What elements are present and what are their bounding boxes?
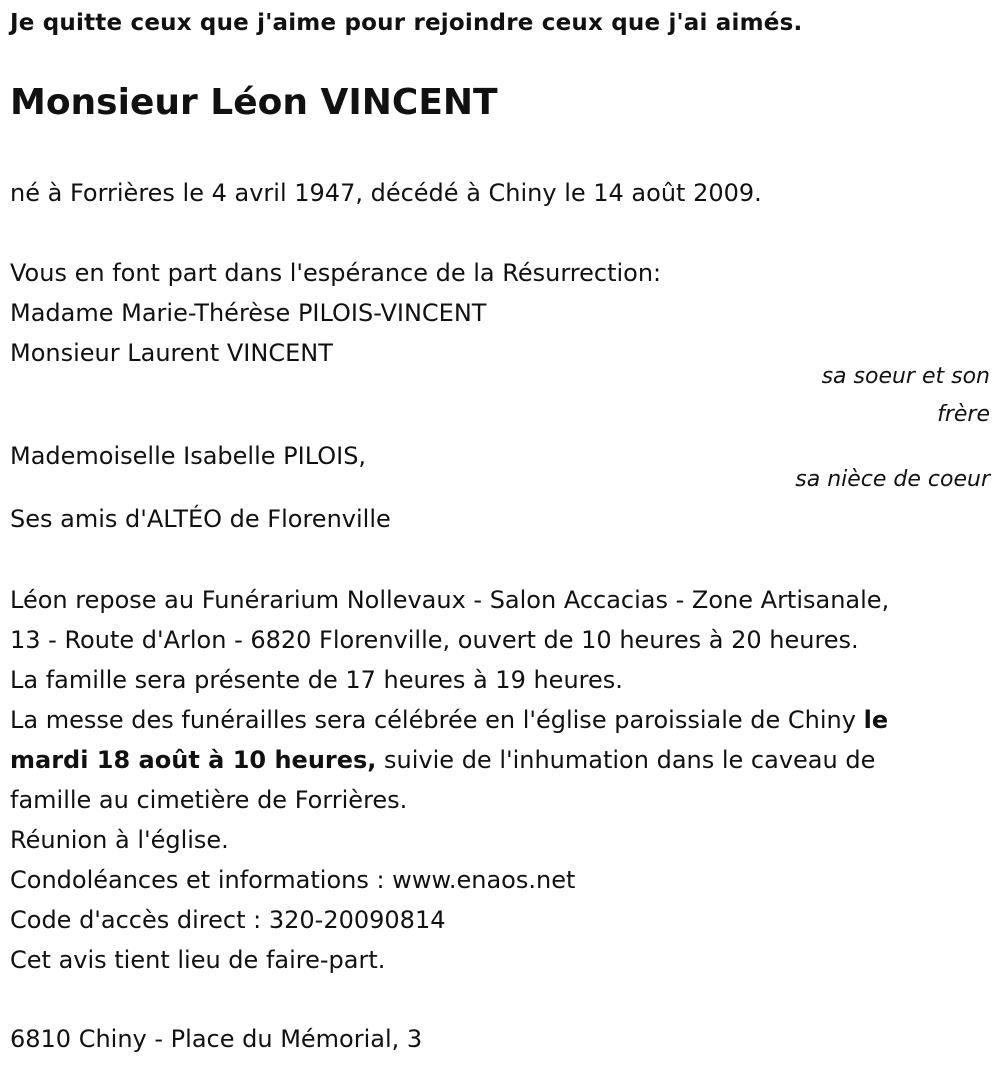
mass-text-end: suivie de l'inhumation dans le caveau de: [376, 746, 876, 774]
funeral-details: [10, 580, 990, 980]
family-member-1: Madame Marie-Thérèse PILOIS-VINCENT: [10, 299, 487, 327]
repose-line-2: 13 - Route d'Arlon - 6820 Florenville, ouvert de 10 heures à 20 heures.: [10, 626, 859, 654]
repose-line-1: Léon repose au Funérarium Nollevaux - Salon Accacias - Zone Artisanale,: [10, 586, 890, 614]
family-member-2: Monsieur Laurent VINCENT: [10, 339, 333, 367]
birth-death-line: né à Forrières le 4 avril 1947, décédé à Chiny le 14 août 2009.: [10, 179, 762, 207]
family-presence: La famille sera présente de 17 heures à 19 heures.: [10, 666, 623, 694]
mass-line-2: [10, 740, 990, 780]
deceased-name: Monsieur Léon VINCENT: [10, 82, 498, 123]
mass-text-start: La messe des funérailles sera célébrée en l'église paroissiale de Chiny: [10, 706, 864, 734]
reunion-line: Réunion à l'église.: [10, 826, 229, 854]
family-intro: Vous en font part dans l'espérance de la Résurrection:: [10, 259, 662, 287]
address-line: 6810 Chiny - Place du Mémorial, 3: [10, 1025, 423, 1053]
relation-2: sa nièce de coeur: [795, 467, 990, 492]
notice-line: Cet avis tient lieu de faire-part.: [10, 946, 386, 974]
condolences-line: Condoléances et informations : www.enaos.net: [10, 866, 576, 894]
access-code-line: Code d'accès direct : 320-20090814: [10, 906, 446, 934]
mass-bold-le: le: [863, 706, 889, 734]
relation-1-line-2: frère: [937, 402, 990, 427]
mass-line-1: [10, 700, 990, 740]
mass-date-bold: mardi 18 août à 10 heures,: [10, 746, 377, 774]
mass-line-3: famille au cimetière de Forrières.: [10, 786, 408, 814]
family-member-3: Mademoiselle Isabelle PILOIS,: [10, 442, 367, 470]
relation-1-line-1: sa soeur et son: [821, 364, 990, 389]
opening-quote: Je quitte ceux que j'aime pour rejoindre ceux que j'ai aimés.: [10, 10, 803, 36]
friends-line: Ses amis d'ALTÉO de Florenville: [10, 505, 391, 533]
